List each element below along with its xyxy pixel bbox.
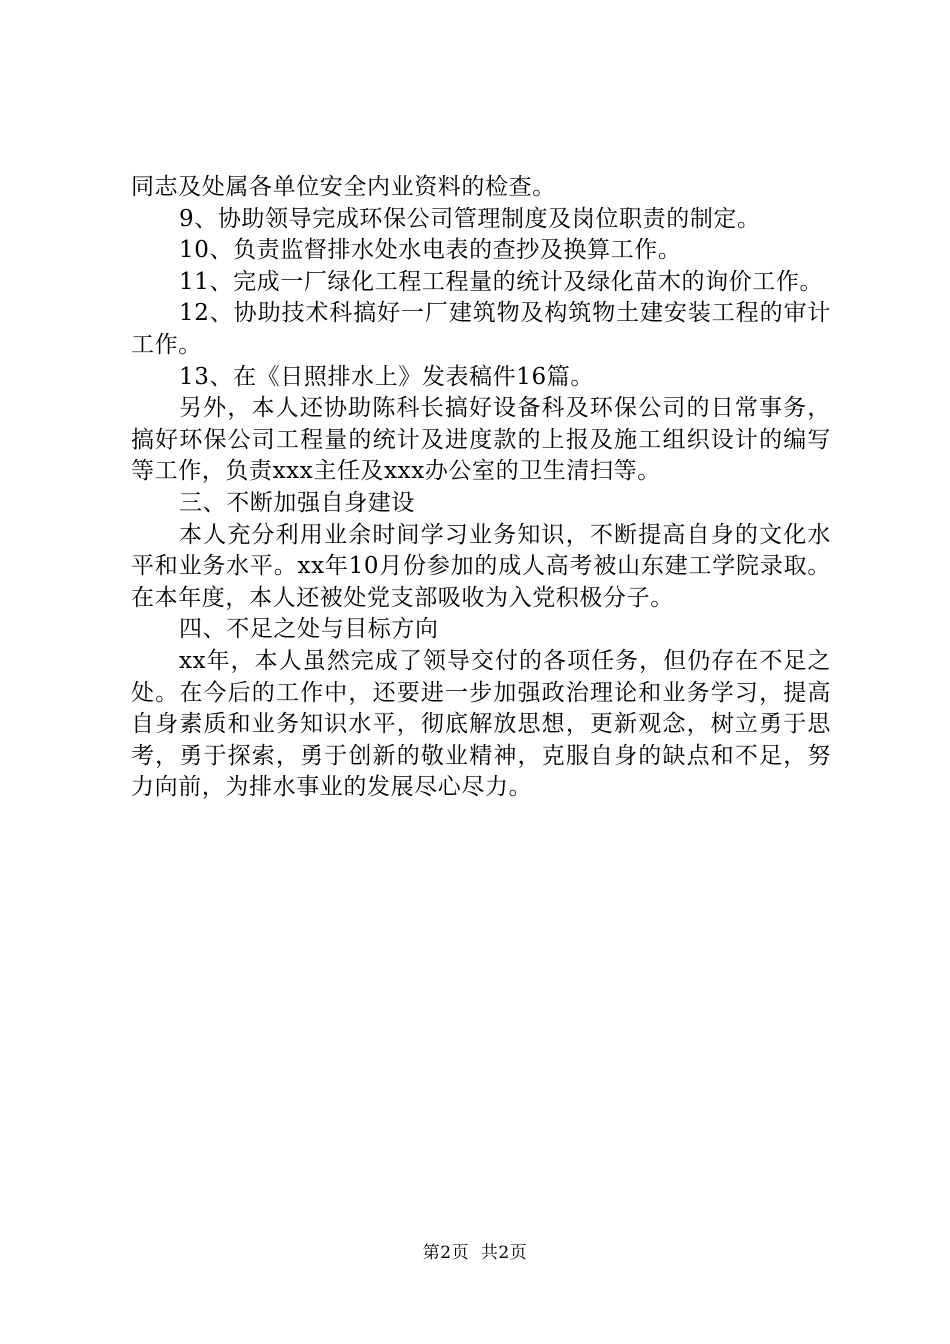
section-heading-4: 四、不足之处与目标方向: [179, 616, 439, 643]
paragraph-1: 9、协助领导完成环保公司管理制度及岗位职责的制定。: [179, 205, 761, 232]
page-footer: [0, 1242, 950, 1264]
page-number-label: 第2页 共2页: [422, 1243, 528, 1263]
document-body: [131, 172, 831, 804]
paragraph-3: 11、完成一厂绿化工程工程量的统计及绿化苗木的询价工作。: [179, 268, 824, 295]
paragraph-0: 同志及处属各单位安全内业资料的检查。: [131, 174, 556, 200]
paragraph-8: 本人充分利用业余时间学习业务知识，不断提高自身的文化水平和业务水平。xx年10月份参加的成人高考被山东建工学院录取。在本年度，本人还被处党支部吸收为入党积极分子。: [131, 521, 831, 611]
paragraph-4: 12、协助技术科搞好一厂建筑物及构筑物土建安装工程的审计工作。: [131, 300, 831, 358]
section-heading-3: 三、不断加强自身建设: [179, 489, 415, 516]
paragraph-5: 13、在《日照排水上》发表稿件16篇。: [179, 363, 594, 390]
paragraph-2: 10、负责监督排水处水电表的查抄及换算工作。: [179, 237, 682, 264]
paragraph-10: xx年，本人虽然完成了领导交付的各项任务，但仍存在不足之处。在今后的工作中，还要进一步加强政治理论和业务学习，提高自身素质和业务知识水平，彻底解放思想，更新观念，树立勇于思考，勇于探索，勇于创新的敬业精神，克服自身的缺点和不足，努力向前，为排水事业的发展尽心尽力。: [131, 647, 831, 801]
paragraph-6: 另外，本人还协助陈科长搞好设备科及环保公司的日常事务，搞好环保公司工程量的统计及进度款的上报及施工组织设计的编写等工作，负责xxx主任及xxx办公室的卫生清扫等。: [131, 395, 831, 485]
